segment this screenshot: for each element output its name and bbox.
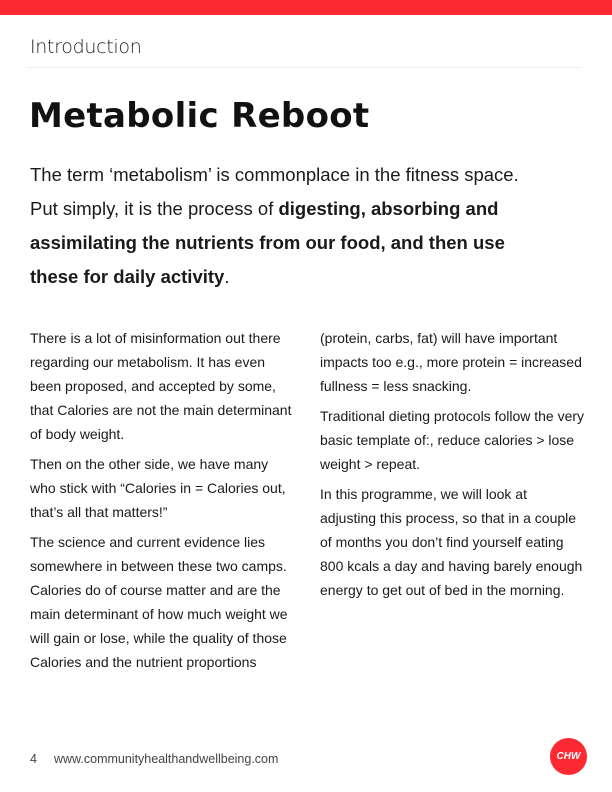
- paragraph: There is a lot of misinformation out there regarding our metabolism. It has even been proposed, and accepted by some, that Calories are not the main determinant of body weight.: [30, 330, 292, 442]
- divider: [27, 67, 580, 68]
- paragraph: (protein, carbs, fat) will have important impacts too e.g., more protein = increased fullness = less snacking.: [320, 330, 582, 394]
- page-title: Metabolic Reboot: [29, 96, 370, 136]
- left-column: [30, 326, 295, 680]
- paragraph: Then on the other side, we have many who stick with “Calories in = Calories out, that’s all that matters!”: [30, 456, 286, 520]
- right-column: [320, 326, 585, 608]
- page-number: 4: [30, 752, 37, 766]
- paragraph: The science and current evidence lies somewhere in between these two camps. Calories do of course matter and are the main determinant of how much weight we will gain or lose, while the quality of those Calories and the nutrient proportions: [30, 534, 288, 670]
- chw-logo: CHW: [550, 738, 587, 775]
- section-heading: Introduction: [30, 36, 142, 58]
- lead-bold-text: digesting, absorbing and assimilating the nutrients from our food, and then use these for daily activity: [30, 198, 505, 287]
- website-link[interactable]: www.communityhealthandwellbeing.com: [54, 752, 279, 766]
- paragraph: Traditional dieting protocols follow the very basic template of:, reduce calories > lose weight > repeat.: [320, 408, 585, 472]
- lead-end: .: [224, 266, 230, 287]
- lead-paragraph: [30, 158, 530, 294]
- lead-text: The term ‘metabolism’ is commonplace in the fitness space. Put simply, it is the process of: [30, 164, 519, 219]
- top-accent-bar: [0, 0, 612, 15]
- paragraph: In this programme, we will look at adjusting this process, so that in a couple of months you don’t find yourself eating 800 kcals a day and having barely enough energy to get out of bed in the morning.: [320, 486, 583, 598]
